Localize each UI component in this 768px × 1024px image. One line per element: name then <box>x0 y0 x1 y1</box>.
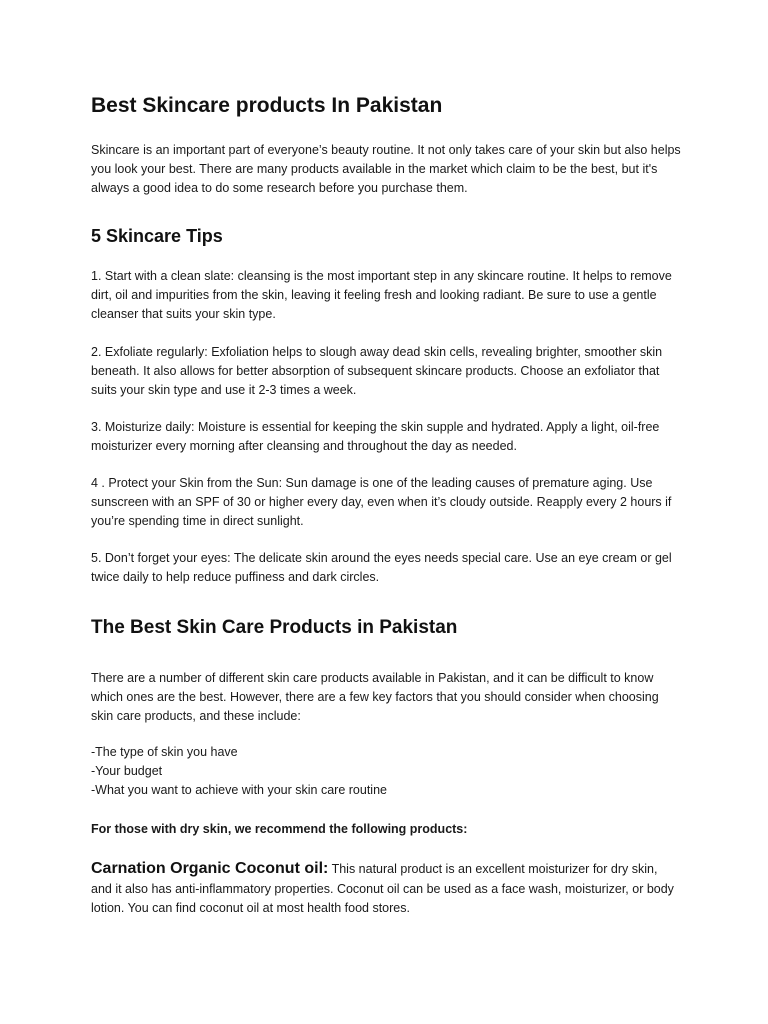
product-name: Carnation Organic Coconut oil: <box>91 860 329 877</box>
tip-5: 5. Don’t forget your eyes: The delicate skin around the eyes needs special care. Use an eye cream or gel twice daily to help reduce puffiness and dark circles. <box>91 551 672 584</box>
dry-skin-note: For those with dry skin, we recommend the following products: <box>91 822 468 836</box>
factor-skin-type: -The type of skin you have <box>91 745 238 759</box>
factor-budget: -Your budget <box>91 764 163 778</box>
tip-3: 3. Moisturize daily: Moisture is essential for keeping the skin supple and hydrated. Apply a light, oil-free moisturizer every morning after cleansing and throughout the day as needed. <box>91 420 660 453</box>
intro-paragraph: Skincare is an important part of everyone’s beauty routine. It not only takes care of your skin but also helps you look your best. There are many products available in the market which claim to be the best, but it's always a good idea to do some research before you purchase them. <box>91 143 681 195</box>
products-intro-paragraph: There are a number of different skin care products available in Pakistan, and it can be difficult to know which ones are the best. However, there are a few key factors that you should consider when choosing skin care products, and these include: <box>91 671 659 723</box>
products-heading: The Best Skin Care Products in Pakistan <box>91 617 458 638</box>
product-description: This natural product is an excellent moisturizer for dry skin, and it also has anti-inflammatory properties. Coconut oil can be used as a face wash, moisturizer, or body lotion. You can find coconut oil at most health food stores. <box>91 862 674 915</box>
tip-4: 4 . Protect your Skin from the Sun: Sun damage is one of the leading causes of premature aging. Use sunscreen with an SPF of 30 or higher every day, even when it’s cloudy outside. Reapply every 2 hours if you’re spending time in direct sunlight. <box>91 476 672 528</box>
tips-heading: 5 Skincare Tips <box>91 226 223 246</box>
page-title: Best Skincare products In Pakistan <box>91 94 443 117</box>
factor-goal: -What you want to achieve with your skin care routine <box>91 783 387 797</box>
tip-2: 2. Exfoliate regularly: Exfoliation helps to slough away dead skin cells, revealing brighter, smoother skin beneath. It also allows for better absorption of subsequent skincare products. Choose an exfoliator that suits your skin type and use it 2-3 times a week. <box>91 345 663 397</box>
product-carnation-coconut-oil <box>91 859 681 919</box>
factor-list <box>91 743 681 800</box>
tip-1: 1. Start with a clean slate: cleansing is the most important step in any skincare routine. It helps to remove dirt, oil and impurities from the skin, leaving it feeling fresh and looking radiant. Be sure to use a gentle cleanser that suits your skin type. <box>91 269 672 321</box>
